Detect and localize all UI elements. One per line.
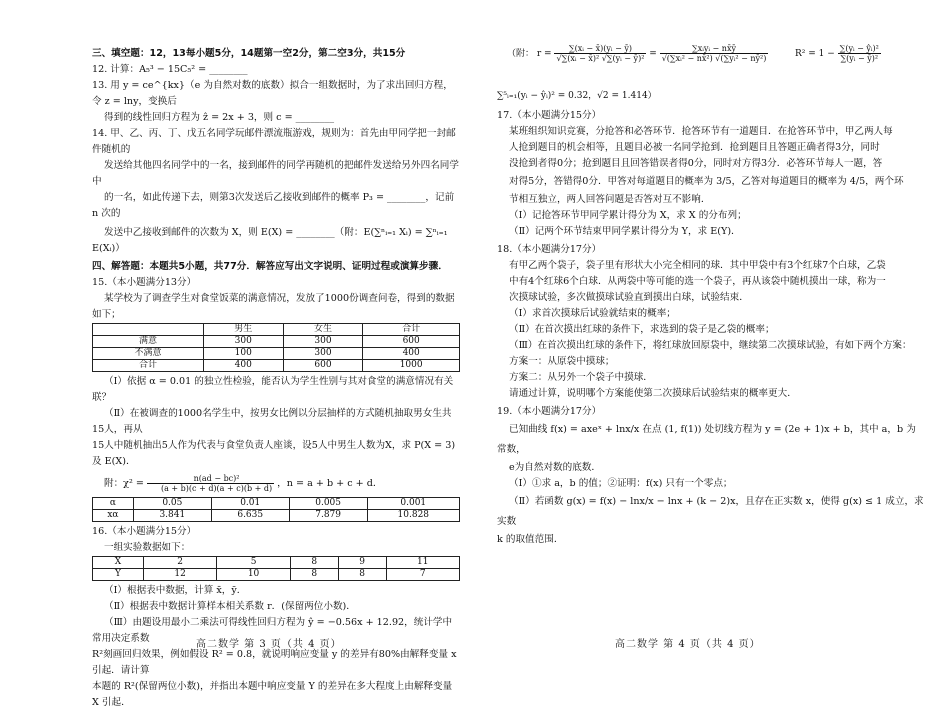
table-cell: 满意 <box>93 336 204 348</box>
question-14-line4: 发送中乙接收到邮件的次数为 X，则 E(X) = ________（附：E(∑ⁿᵢ₌₁ Xᵢ) = ∑ⁿᵢ₌₁ E(Xᵢ)） <box>92 227 448 254</box>
table-cell: 7 <box>386 569 459 581</box>
question-16-part3-line3: 本题的 R²(保留两位小数)，并指出本题中响应变量 Y 的差异在多大程度上由解释变量 X 引起． <box>92 681 453 708</box>
right-page-content <box>497 44 925 548</box>
question-17-title: 17.（本小题满分15分） <box>497 110 602 121</box>
table-row <box>93 360 460 372</box>
question-16-title: 16.（本小题满分15分） <box>92 526 197 537</box>
table-cell: 合计 <box>93 360 204 372</box>
section4-header: 四、解答题：本题共5小题，共77分．解答应写出文字说明、证明过程或演算步骤． <box>92 261 448 272</box>
table-row <box>93 348 460 360</box>
question-19-line1: 已知曲线 f(x) = axeˣ + lnx/x 在点 (1, f(1)) 处切线方程为 y = (2e + 1)x + b，其中 a，b 为常数， <box>497 424 916 455</box>
table-cell: 2 <box>143 557 216 569</box>
table-cell: 6.635 <box>211 510 289 522</box>
chi-numerator: n(ad − bc)² <box>147 474 274 484</box>
table-cell: 8 <box>290 557 338 569</box>
question-19-part2-line1: （Ⅱ）若函数 g(x) = f(x) − lnx/x − lnx + (k − 2)x，且存在正实数 x，使得 g(x) ≤ 1 成立，求实数 <box>497 496 924 527</box>
r-frac2-numerator: ∑xᵢyᵢ − nx̄ȳ <box>660 44 769 54</box>
critical-value-table <box>92 497 460 522</box>
right-page <box>475 0 950 672</box>
question-15-part1: （Ⅰ）依据 α = 0.01 的独立性检验，能否认为学生性别与其对食堂的满意情况有关联？ <box>92 376 454 403</box>
table-cell: 300 <box>203 336 283 348</box>
table-cell: 300 <box>283 348 363 360</box>
question-18-part3: （Ⅲ）在首次摸出红球的条件下，将红球放回原袋中，继续第二次摸球试验，有如下两个方案： <box>509 340 912 351</box>
table-cell: 300 <box>283 336 363 348</box>
table-row <box>93 569 460 581</box>
table-cell: 8 <box>338 569 386 581</box>
table-header-cell: 合计 <box>363 324 460 336</box>
section3-header: 三、填空题：12，13每小题5分，14题第一空2分，第二空3分，共15分 <box>92 48 406 59</box>
correlation-formula <box>507 44 768 63</box>
table-cell: 9 <box>338 557 386 569</box>
page-footer: 高二数学 第 3 页（共 4 页） <box>196 639 342 650</box>
table-header-cell: 女生 <box>283 324 363 336</box>
r2-numerator: ∑(yᵢ − ŷᵢ)² <box>839 44 879 53</box>
table-header-cell: 0.001 <box>367 498 459 510</box>
table-cell: 8 <box>290 569 338 581</box>
table-cell: 3.841 <box>133 510 211 522</box>
table-row <box>93 510 460 522</box>
table-header-cell: α <box>93 498 134 510</box>
table-cell: xα <box>93 510 134 522</box>
table-header-cell: 0.05 <box>133 498 211 510</box>
question-12: 12. 计算：A₅³ − 15C₅² = ________ <box>92 64 248 75</box>
chi-note-prefix: 附：χ² = <box>104 478 144 489</box>
question-19-title: 19.（本小题满分17分） <box>497 406 602 417</box>
table-cell: X <box>93 557 144 569</box>
table-cell: 不满意 <box>93 348 204 360</box>
question-18-plan2: 方案二：从另外一个袋子中摸球． <box>509 372 653 383</box>
table-cell: 400 <box>203 360 283 372</box>
question-15-part2-line2: 15人中随机抽出5人作为代表与食堂负责人座谈，设5人中男生人数为X，求 P(X = 3) 及 E(X)． <box>92 440 456 467</box>
table-cell: 12 <box>143 569 216 581</box>
left-page <box>0 0 475 708</box>
r-fraction-1 <box>554 44 646 63</box>
table-cell: 600 <box>363 336 460 348</box>
table-cell: 10 <box>217 569 290 581</box>
question-15-intro: 某学校为了调查学生对食堂饭菜的满意情况，发放了1000份调查问卷，得到的数据如下； <box>92 293 455 320</box>
r2-denominator: ∑(yᵢ − ȳ)² <box>840 54 879 63</box>
table-row <box>93 498 460 510</box>
page-footer: 高二数学 第 4 页（共 4 页） <box>615 639 761 650</box>
question-18-line1: 有甲乙两个袋子，袋子里有形状大小完全相同的球．其中甲袋中有3个红球7个白球，乙袋 <box>509 260 886 271</box>
question-17-line4: 对得5分，答错得0分．甲答对每道题目的概率为 3/5，乙答对每道题目的概率为 4/5，两个环 <box>509 176 904 187</box>
r-frac1-denominator: √∑(xᵢ − x̄)² √∑(yᵢ − ȳ)² <box>556 54 645 63</box>
r-label: r = <box>536 49 552 59</box>
r2-fraction <box>838 44 881 63</box>
chi-denominator: (a + b)(c + d)(a + c)(b + d) <box>161 484 273 493</box>
attachment-formulas <box>497 44 925 102</box>
question-13-line2: 得到的线性回归方程为 ẑ = 2x + 3，则 c = ________ <box>104 112 335 123</box>
question-14-line1: 14. 甲、乙、丙、丁、戊五名同学玩邮件漂流瓶游戏，规则为：首先由甲同学把一封邮件随机的 <box>92 128 456 155</box>
table-header-cell <box>93 324 204 336</box>
table-row <box>93 336 460 348</box>
question-18-part1: （Ⅰ）求首次摸球后试验就结束的概率； <box>509 308 676 319</box>
attach-prefix: （附： <box>507 49 535 59</box>
table-cell: 100 <box>203 348 283 360</box>
table-cell: 5 <box>217 557 290 569</box>
question-19-part2-line2: k 的取值范围． <box>497 534 564 545</box>
r2-label: R² = 1 − <box>795 49 835 59</box>
question-17-line3: 没抢到者得0分；抢到题目且回答错误者得0分，同时对方得3分．必答环节每人一题，答 <box>509 158 883 169</box>
r-squared-formula <box>795 44 881 63</box>
satisfaction-table <box>92 323 460 372</box>
r-fraction-2 <box>660 44 769 63</box>
question-16-part2: （Ⅱ）根据表中数据计算样本相关系数 r．(保留两位小数)． <box>104 601 356 612</box>
question-18-plan1: 方案一：从原袋中摸球； <box>509 356 615 367</box>
question-18-line3: 次摸球试验，多次做摸球试验直到摸出白球，试验结束． <box>509 292 749 303</box>
table-cell: 7.879 <box>289 510 367 522</box>
chi-note-suffix: ，n = a + b + c + d． <box>277 478 383 489</box>
question-17-line2: 人抢到题目的机会相等，且题目必被一名同学抢到．抢到题目且答题正确者得3分，同时 <box>509 142 880 153</box>
question-19-part1: （Ⅰ）①求 a，b 的值；②证明：f(x) 只有一个零点； <box>509 478 733 489</box>
question-16-part3-line2: R²刻画回归效果，例如假设 R² = 0.8，就说明响应变量 y 的差异有80%由解释变量 x 引起．请计算 <box>92 649 457 676</box>
table-header-cell: 0.005 <box>289 498 367 510</box>
chi-square-note <box>92 474 460 493</box>
question-17-part1: （Ⅰ）记抢答环节甲同学累计得分为 X，求 X 的分布列； <box>509 210 747 221</box>
table-row <box>93 557 460 569</box>
question-19-line2: e为自然对数的底数． <box>509 462 602 473</box>
question-16-intro: 一组实验数据如下： <box>104 542 191 553</box>
question-18-line2: 中有4个红球6个白球．从两袋中等可能的选一个袋子，再从该袋中随机摸出一球，称为一 <box>509 276 886 287</box>
question-15-part2-line1: （Ⅱ）在被调查的1000名学生中，按男女比例以分层抽样的方式随机抽取男女生共15人，再从 <box>92 408 452 435</box>
question-17-part2: （Ⅱ）记两个环节结束甲同学累计得分为 Y，求 E(Y)． <box>509 226 741 237</box>
question-13-line1: 13. 用 y = ce^{kx}（e 为自然对数的底数）拟合一组数据时，为了求出回归方程，令 z = lny，变换后 <box>92 80 453 107</box>
table-header-cell: 男生 <box>203 324 283 336</box>
table-cell: 400 <box>363 348 460 360</box>
table-cell: 1000 <box>363 360 460 372</box>
left-page-content <box>92 46 460 711</box>
table-cell: 600 <box>283 360 363 372</box>
chi-fraction <box>147 474 274 493</box>
residual-sum-line: ∑⁵ᵢ₌₁(yᵢ − ŷᵢ)² = 0.32，√2 = 1.414） <box>497 91 657 101</box>
experiment-data-table <box>92 556 460 581</box>
question-18-title: 18.（本小题满分17分） <box>497 244 602 255</box>
question-17-line5: 节相互独立，两人回答问题是否答对互不影响． <box>509 194 711 205</box>
r-frac2-denominator: √(∑xᵢ² − nx̄²) √(∑yᵢ² − nȳ²) <box>661 54 767 63</box>
question-18-ask: 请通过计算，说明哪个方案能使第二次摸球后试验结束的概率更大． <box>509 388 797 399</box>
question-14-line3: 的一名，如此传递下去，则第3次发送后乙接收到邮件的概率 P₃ = ________，记前 n 次的 <box>92 192 455 219</box>
table-cell: 10.828 <box>367 510 459 522</box>
question-16-part1: （Ⅰ）根据表中数据，计算 x̄，ȳ． <box>104 585 247 596</box>
table-header-cell: 0.01 <box>211 498 289 510</box>
r-frac1-numerator: ∑(xᵢ − x̄)(yᵢ − ȳ) <box>554 44 646 54</box>
question-17-line1: 某班组织知识竞赛，分抢答和必答环节．抢答环节有一道题目．在抢答环节中，甲乙两人每 <box>509 126 893 137</box>
question-16-part3-line1: （Ⅲ）由题设用最小二乘法可得线性回归方程为 ŷ = −0.56x + 12.92，统计学中常用决定系数 <box>92 617 453 644</box>
table-cell: Y <box>93 569 144 581</box>
question-18-part2: （Ⅱ）在首次摸出红球的条件下，求选到的袋子是乙袋的概率； <box>509 324 775 335</box>
table-row <box>93 324 460 336</box>
question-14-line2: 发送给其他四名同学中的一名，接到邮件的同学再随机的把邮件发送给另外四名同学中 <box>92 160 459 187</box>
question-15-title: 15.（本小题满分13分） <box>92 277 197 288</box>
table-cell: 11 <box>386 557 459 569</box>
equals-sign: = <box>649 49 657 59</box>
